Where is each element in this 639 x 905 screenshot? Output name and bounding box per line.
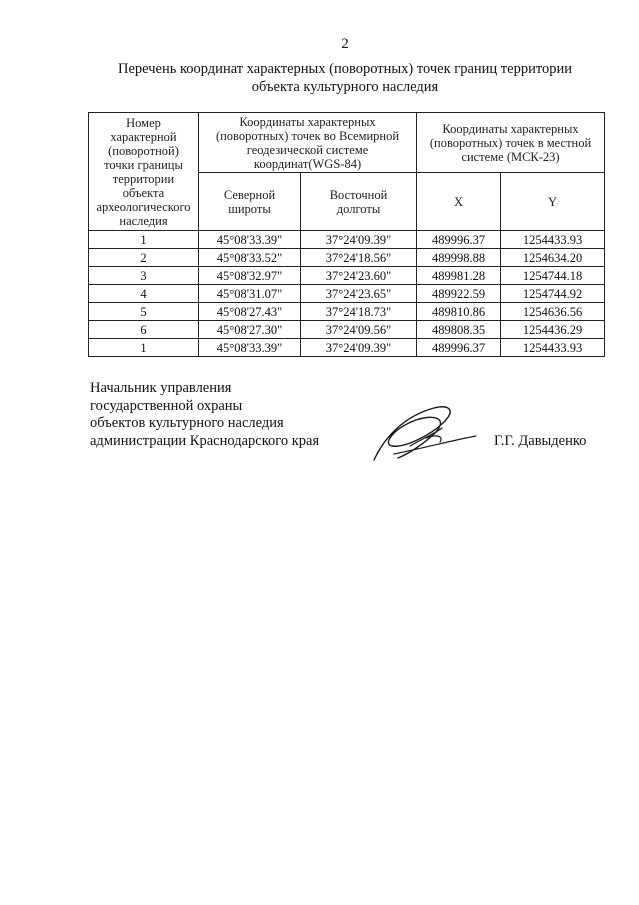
signer-name: Г.Г. Давыденко xyxy=(494,433,587,449)
cell-x: 489922.59 xyxy=(417,285,501,303)
cell-point: 2 xyxy=(89,249,199,267)
table-row xyxy=(89,285,605,303)
cell-y: 1254433.93 xyxy=(501,231,605,249)
signer-position-line: объектов культурного наследия xyxy=(90,415,284,431)
cell-point: 1 xyxy=(89,339,199,357)
signer-position-line: Начальник управления xyxy=(90,380,232,396)
header-x: X xyxy=(417,173,501,231)
cell-north: 45°08'33.52" xyxy=(199,249,301,267)
cell-y: 1254636.56 xyxy=(501,303,605,321)
table-row xyxy=(89,321,605,339)
table-row xyxy=(89,231,605,249)
cell-point: 6 xyxy=(89,321,199,339)
header-east-longitude: Восточной долготы xyxy=(301,173,417,231)
cell-north: 45°08'32.97" xyxy=(199,267,301,285)
signature-stroke xyxy=(394,428,476,454)
cell-y: 1254436.29 xyxy=(501,321,605,339)
cell-y: 1254744.18 xyxy=(501,267,605,285)
signer-position-line: государственной охраны xyxy=(90,397,243,414)
table-row xyxy=(89,303,605,321)
cell-point: 3 xyxy=(89,267,199,285)
cell-y: 1254744.92 xyxy=(501,285,605,303)
title-line: Перечень координат характерных (поворотных) точек границ территории xyxy=(117,61,573,77)
signature-stroke xyxy=(374,407,450,460)
table-row xyxy=(89,249,605,267)
cell-east: 37°24'23.60" xyxy=(301,267,417,285)
coordinates-table xyxy=(88,112,605,357)
cell-east: 37°24'18.56" xyxy=(301,249,417,267)
cell-point: 4 xyxy=(89,285,199,303)
cell-north: 45°08'33.39" xyxy=(199,231,301,249)
header-north-latitude: Северной широты xyxy=(199,173,301,231)
cell-east: 37°24'09.39" xyxy=(301,339,417,357)
cell-point: 5 xyxy=(89,303,199,321)
signature-block xyxy=(90,380,319,450)
title-line: объекта культурного наследия xyxy=(251,79,439,95)
table-row xyxy=(89,267,605,285)
page-number: 2 xyxy=(341,36,349,52)
cell-east: 37°24'23.65" xyxy=(301,285,417,303)
table-row xyxy=(89,339,605,357)
cell-x: 489810.86 xyxy=(417,303,501,321)
cell-y: 1254433.93 xyxy=(501,339,605,357)
handwritten-signature xyxy=(364,398,484,468)
cell-east: 37°24'09.39" xyxy=(301,231,417,249)
document-title xyxy=(80,60,610,96)
cell-x: 489996.37 xyxy=(417,339,501,357)
signer-position-line: администрации Краснодарского края xyxy=(90,432,320,449)
header-point-number: Номер характерной (поворотной) точки границы территории объекта археологического наследия xyxy=(89,113,199,231)
header-msk23: Координаты характерных (поворотных) точек в местной системе (МСК-23) xyxy=(417,113,605,173)
cell-y: 1254634.20 xyxy=(501,249,605,267)
cell-east: 37°24'09.56" xyxy=(301,321,417,339)
cell-x: 489981.28 xyxy=(417,267,501,285)
cell-north: 45°08'31.07" xyxy=(199,285,301,303)
cell-north: 45°08'27.43" xyxy=(199,303,301,321)
header-y: Y xyxy=(501,173,605,231)
cell-north: 45°08'27.30" xyxy=(199,321,301,339)
cell-x: 489996.37 xyxy=(417,231,501,249)
header-wgs84: Координаты характерных (поворотных) точек во Всемирной геодезической системе координат(WGS-84) xyxy=(199,113,417,173)
cell-east: 37°24'18.73" xyxy=(301,303,417,321)
cell-point: 1 xyxy=(89,231,199,249)
cell-x: 489998.88 xyxy=(417,249,501,267)
cell-north: 45°08'33.39" xyxy=(199,339,301,357)
cell-x: 489808.35 xyxy=(417,321,501,339)
